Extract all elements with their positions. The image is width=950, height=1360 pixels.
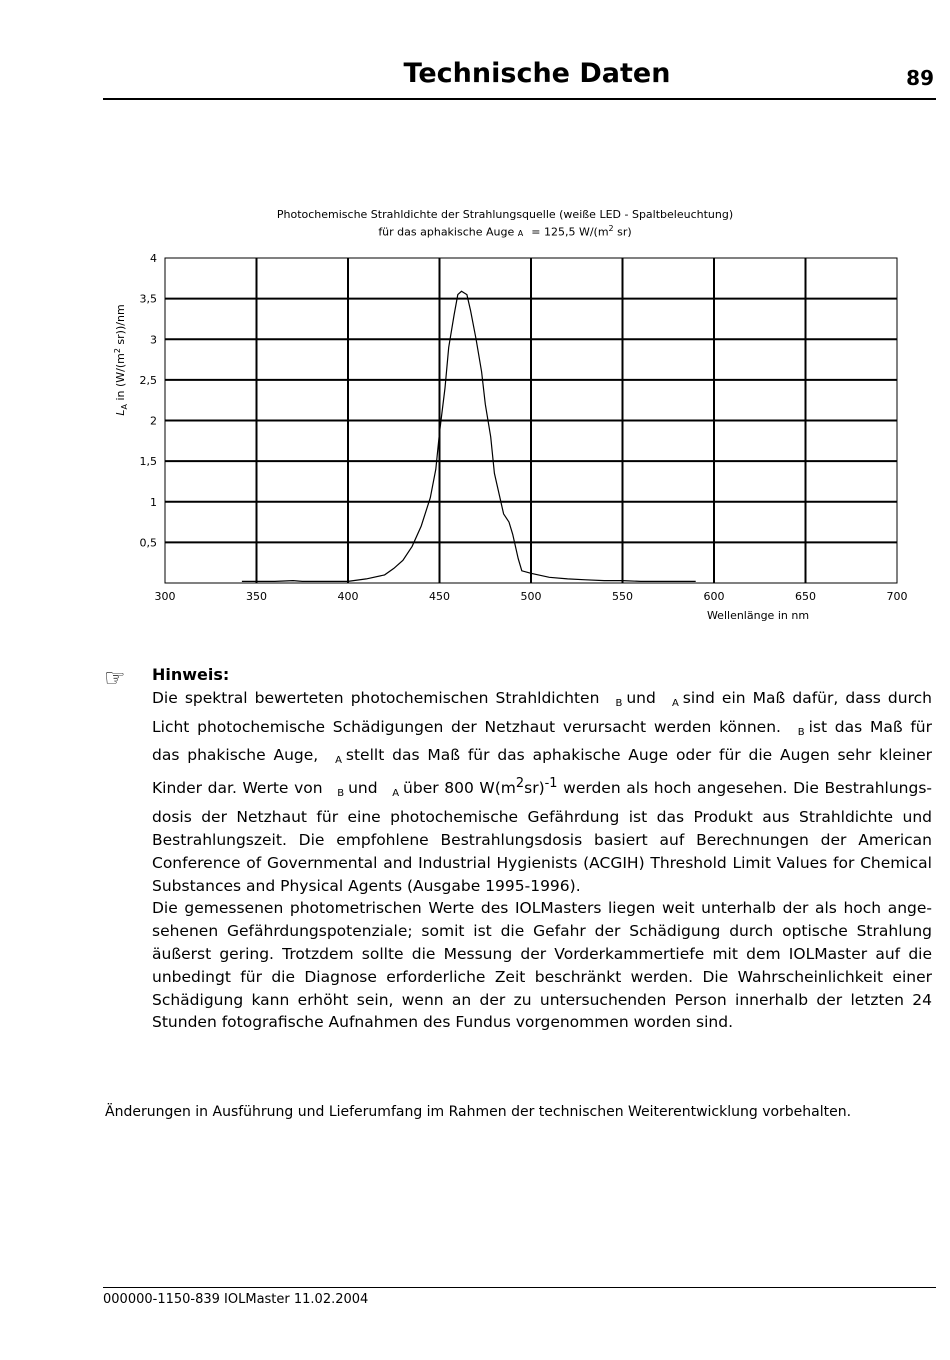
page-number: 89 [906, 66, 934, 90]
x-tick-label: 650 [795, 590, 816, 603]
y-tick-label: 0,5 [139, 536, 157, 550]
x-axis-label: Wellenlänge in nm [706, 609, 810, 622]
pointing-hand-icon: ☞ [104, 664, 126, 692]
y-axis-label-sub: A [120, 404, 129, 410]
chart-title-line2 [160, 222, 850, 240]
chart-title-line2-a: für das aphakische Auge [378, 225, 515, 239]
subscript-b: B [337, 788, 345, 800]
chart-title-sub: A [517, 228, 524, 238]
x-tick-label: 300 [154, 590, 176, 603]
subscript-a: A [335, 755, 342, 767]
note-heading: Hinweis: [152, 665, 230, 684]
subscript-a: A [671, 697, 679, 709]
chart-title-sup: 2 [608, 224, 614, 233]
x-tick-label: 400 [337, 590, 359, 603]
subscript-b: B [615, 697, 623, 709]
note-text: und [348, 779, 378, 798]
x-tick-label: 350 [246, 590, 267, 603]
y-tick-label: 1 [150, 495, 157, 509]
y-axis-label-sup: 2 [113, 348, 122, 354]
footer-rule [103, 1287, 936, 1288]
x-tick-label: 500 [520, 590, 542, 603]
note-text: über 800 W(m [403, 779, 516, 798]
footer-document-id: 000000-1150-839 IOLMaster 11.02.2004 [103, 1292, 369, 1307]
x-tick-label: 700 [886, 590, 908, 603]
note-paragraph-2: Die gemessenen photometrischen Werte des IOLMasters liegen weit unterhalb der als hoch angesehenen Gefährdungspotenziale; somit ist die Gefahr der Schädigung durch optische Strahlung äußerst gering. Trotzdem sollte die Messung der Vorderkammertiefe mit dem IOLMaster auf die unbedingt für die Diagnose erforderliche Zeit beschränkt werden. Die Wahrscheinlichkeit einer Schädigung kann erhöht sein, wenn an der zu untersuchenden Person innerhalb der letzten 24 Stunden fotografische Aufnahmen des Fundus vorgenommen worden sind. [152, 899, 932, 1032]
note-block [152, 664, 932, 1034]
y-tick-label: 2 [150, 414, 157, 428]
spectral-radiance-chart [100, 245, 920, 630]
note-text: sind ein Maß dafür, dass durch Licht photochemische Schädigungen der Netzhaut verursacht werden können. [152, 688, 932, 736]
y-axis-label-main: L [114, 409, 127, 416]
chart-title-line2-b: = 125,5 W/(m [531, 225, 609, 239]
x-tick-label: 450 [429, 590, 450, 603]
y-tick-label: 2,5 [139, 373, 157, 387]
chart-title-line1: Photochemische Strahldichte der Strahlungsquelle (weiße LED - Spaltbeleuchtung) [276, 208, 734, 221]
note-text: stellt das Maß für das aphakische Auge oder für die Augen sehr kleiner Kinder dar. Werte von [152, 746, 932, 798]
superscript: 2 [515, 776, 525, 792]
note-text: werden als hoch angesehen. Die Bestrahlungsdosis der Netzhaut für eine photochemische Gefährdung ist das Produkt aus Strahldichte und Bestrahlungszeit. Die empfohlene Bestrahlungsdosis basiert auf Berechnungen der American Conference of Governmental and Industrial Hygienists (ACGIH) Threshold Limit Values for Chemical Substances and Physical Agents (Ausgabe 1995-1996). [152, 779, 932, 895]
y-tick-label: 3,5 [139, 292, 157, 306]
chart-title-line2-c: sr) [613, 225, 632, 239]
note-paragraph-1 [152, 687, 932, 898]
note-text: und [626, 688, 656, 707]
superscript: -1 [544, 776, 558, 792]
y-axis-label [113, 304, 129, 415]
header-rule [103, 98, 936, 100]
y-tick-label: 4 [150, 252, 157, 265]
x-tick-label: 600 [703, 590, 725, 603]
note-text: Die spektral bewerteten photochemischen Strahldichten [152, 688, 600, 707]
y-tick-label: 3 [150, 333, 157, 347]
note-text: sr) [524, 779, 545, 798]
x-tick-label: 550 [612, 590, 633, 603]
page-title: Technische Daten [403, 58, 671, 89]
changes-notice: Änderungen in Ausführung und Lieferumfang im Rahmen der technischen Weiterentwicklung vorbehalten. [105, 1104, 852, 1120]
subscript-a: A [392, 788, 400, 800]
subscript-b: B [797, 726, 805, 738]
series-line-radiance [242, 291, 696, 581]
y-axis-label-rest: in (W/(m [114, 353, 127, 405]
y-tick-label: 1,5 [139, 455, 157, 469]
note-text: ist das Maß für das phakische Auge, [152, 717, 932, 765]
y-axis-label-end: sr))/nm [114, 304, 127, 349]
chart-title [160, 208, 850, 240]
